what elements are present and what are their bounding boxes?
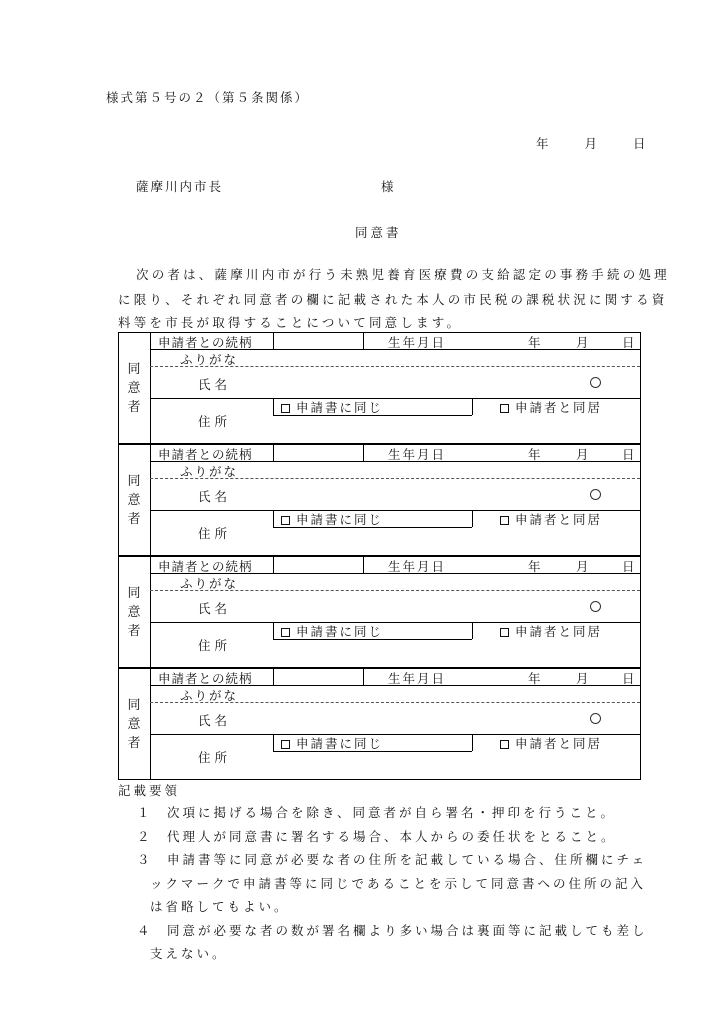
table-divider	[472, 510, 473, 527]
relationship-label: 申請者との続柄	[158, 559, 253, 574]
furigana-field[interactable]	[278, 686, 633, 701]
birth-year-label: 年	[528, 559, 541, 574]
table-divider	[273, 622, 274, 639]
same-as-application-label: 申請書に同じ	[296, 736, 384, 751]
furigana-label: ふりがな	[180, 464, 239, 479]
same-as-application-label: 申請書に同じ	[296, 624, 384, 639]
consenter-label-char: 者	[127, 736, 141, 751]
note-number: ２	[137, 828, 153, 844]
relationship-label: 申請者との続柄	[158, 671, 253, 686]
address-field[interactable]	[278, 418, 633, 440]
birth-month-label: 月	[576, 447, 589, 462]
table-border	[640, 444, 641, 556]
checkbox-icon[interactable]	[500, 516, 509, 525]
table-divider	[273, 398, 274, 415]
cohabiting-checkbox[interactable]	[500, 398, 602, 416]
note-number: １	[137, 805, 153, 820]
note-text: ックマークで申請書等に同じであることを示して同意書への住所の記入	[150, 875, 647, 891]
date-day-label: 日	[633, 136, 646, 151]
consenter-label-char: 同	[127, 698, 141, 713]
furigana-label: ふりがな	[180, 576, 239, 591]
birthdate-label: 生年月日	[388, 559, 447, 574]
consenter-label-char: 同	[127, 362, 141, 377]
same-as-application-label: 申請書に同じ	[296, 512, 384, 527]
table-divider	[273, 734, 274, 751]
furigana-label: ふりがな	[180, 352, 239, 367]
table-divider	[363, 668, 364, 685]
birth-month-label: 月	[576, 671, 589, 686]
birth-day-label: 日	[622, 447, 635, 462]
name-field[interactable]	[278, 370, 578, 394]
birth-day-label: 日	[622, 335, 635, 350]
name-label: 氏名	[198, 377, 232, 392]
birth-year-label: 年	[528, 335, 541, 350]
birthdate-label: 生年月日	[388, 671, 447, 686]
table-border	[118, 779, 641, 780]
seal-mark-icon	[590, 489, 601, 500]
consenter-block	[118, 444, 641, 556]
date-year-label: 年	[536, 136, 549, 151]
birth-day-label: 日	[622, 559, 635, 574]
table-divider	[363, 444, 364, 461]
note-text: 支えない。	[150, 946, 228, 961]
consenter-block	[118, 332, 641, 444]
consenter-label-char: 者	[127, 624, 141, 639]
cohabiting-label: 申請者と同居	[515, 512, 603, 527]
birthdate-label: 生年月日	[388, 335, 447, 350]
name-label: 氏名	[198, 489, 232, 504]
body-text-line: 次の者は、薩摩川内市が行う未熟児養育医療費の支給認定の事務手続の処理	[136, 267, 670, 282]
table-divider	[273, 510, 274, 527]
same-as-application-checkbox[interactable]	[281, 510, 383, 528]
address-label: 住所	[198, 414, 232, 429]
note-text: 次項に掲げる場合を除き、同意者が自ら署名・押印を行うこと。	[167, 805, 617, 820]
table-divider	[472, 622, 473, 639]
cohabiting-label: 申請者と同居	[515, 624, 603, 639]
relationship-label: 申請者との続柄	[158, 335, 253, 350]
table-divider	[472, 734, 473, 751]
furigana-field[interactable]	[278, 574, 633, 589]
cohabiting-checkbox[interactable]	[500, 734, 602, 752]
birth-day-label: 日	[622, 671, 635, 686]
honorific: 様	[381, 179, 394, 194]
note-number: ３	[137, 852, 153, 867]
same-as-application-checkbox[interactable]	[281, 398, 383, 416]
document-title: 同意書	[355, 225, 402, 240]
table-divider	[363, 556, 364, 573]
birth-year-label: 年	[528, 671, 541, 686]
note-text: 申請書等に同意が必要な者の住所を記載している場合、住所欄にチェ	[167, 852, 648, 867]
consenter-label-char: 意	[127, 381, 141, 396]
date-month-label: 月	[584, 136, 598, 151]
consenter-label	[118, 584, 150, 641]
table-border	[640, 668, 641, 780]
relationship-label: 申請者との続柄	[158, 447, 253, 462]
checkbox-icon[interactable]	[500, 404, 509, 413]
date-line	[536, 134, 646, 152]
name-field[interactable]	[278, 482, 578, 506]
seal-mark-icon	[590, 377, 601, 388]
table-border	[640, 556, 641, 668]
same-as-application-checkbox[interactable]	[281, 734, 383, 752]
furigana-field[interactable]	[278, 462, 633, 477]
consenter-label	[118, 696, 150, 753]
consenter-label-char: 意	[127, 493, 141, 508]
name-field[interactable]	[278, 594, 578, 618]
same-as-application-label: 申請書に同じ	[296, 400, 384, 415]
name-label: 氏名	[198, 601, 232, 616]
note-text: 代理人が同意書に署名する場合、本人からの委任状をとること。	[167, 828, 617, 844]
checkbox-icon[interactable]	[281, 628, 290, 637]
table-divider	[472, 398, 473, 415]
consenter-block	[118, 668, 641, 780]
birth-year-label: 年	[528, 447, 541, 462]
addressee: 薩摩川内市長	[136, 179, 224, 194]
consenter-label-char: 者	[127, 400, 141, 415]
birthdate-label: 生年月日	[388, 447, 447, 462]
birth-month-label: 月	[576, 559, 589, 574]
table-divider	[363, 332, 364, 349]
birth-month-label: 月	[576, 335, 589, 350]
consenter-label	[118, 360, 150, 417]
consenter-label-char: 意	[127, 717, 141, 732]
consenter-label-char: 同	[127, 474, 141, 489]
address-field[interactable]	[278, 754, 633, 776]
relationship-field[interactable]	[274, 669, 362, 684]
relationship-field[interactable]	[274, 557, 362, 572]
cohabiting-label: 申請者と同居	[515, 736, 603, 751]
address-field[interactable]	[278, 642, 633, 664]
furigana-label: ふりがな	[180, 688, 239, 703]
name-field[interactable]	[278, 706, 578, 730]
notes-title: 記載要領	[118, 783, 181, 798]
cohabiting-label: 申請者と同居	[515, 400, 603, 415]
seal-mark-icon	[590, 713, 601, 724]
address-label: 住所	[198, 750, 232, 765]
same-as-application-checkbox[interactable]	[281, 622, 383, 640]
checkbox-icon[interactable]	[500, 740, 509, 749]
checkbox-icon[interactable]	[500, 628, 509, 637]
form-number: 様式第５号の２（第５条関係）	[106, 90, 310, 105]
body-text-line: に限り、それぞれ同意者の欄に記載された本人の市民税の課税状況に関する資	[118, 292, 668, 307]
furigana-field[interactable]	[278, 350, 633, 365]
checkbox-icon[interactable]	[281, 516, 290, 525]
cohabiting-checkbox[interactable]	[500, 510, 602, 528]
consenter-label-char: 者	[127, 512, 141, 527]
consenter-label-char: 意	[127, 605, 141, 620]
address-label: 住所	[198, 526, 232, 541]
consenter-label-char: 同	[127, 586, 141, 601]
relationship-field[interactable]	[274, 333, 362, 348]
note-text: は省略してもよい。	[150, 899, 290, 914]
name-label: 氏名	[198, 713, 232, 728]
checkbox-icon[interactable]	[281, 740, 290, 749]
body-text-line: 料等を市長が取得することについて同意します。	[118, 315, 463, 330]
relationship-field[interactable]	[274, 445, 362, 460]
address-label: 住所	[198, 638, 232, 653]
table-border	[640, 332, 641, 444]
checkbox-icon[interactable]	[281, 404, 290, 413]
consenter-block	[118, 556, 641, 668]
seal-mark-icon	[590, 601, 601, 612]
cohabiting-checkbox[interactable]	[500, 622, 602, 640]
consenter-label	[118, 472, 150, 529]
note-text: 同意が必要な者の数が署名欄より多い場合は裏面等に記載しても差し	[167, 922, 648, 938]
note-number: ４	[137, 922, 153, 938]
address-field[interactable]	[278, 530, 633, 552]
